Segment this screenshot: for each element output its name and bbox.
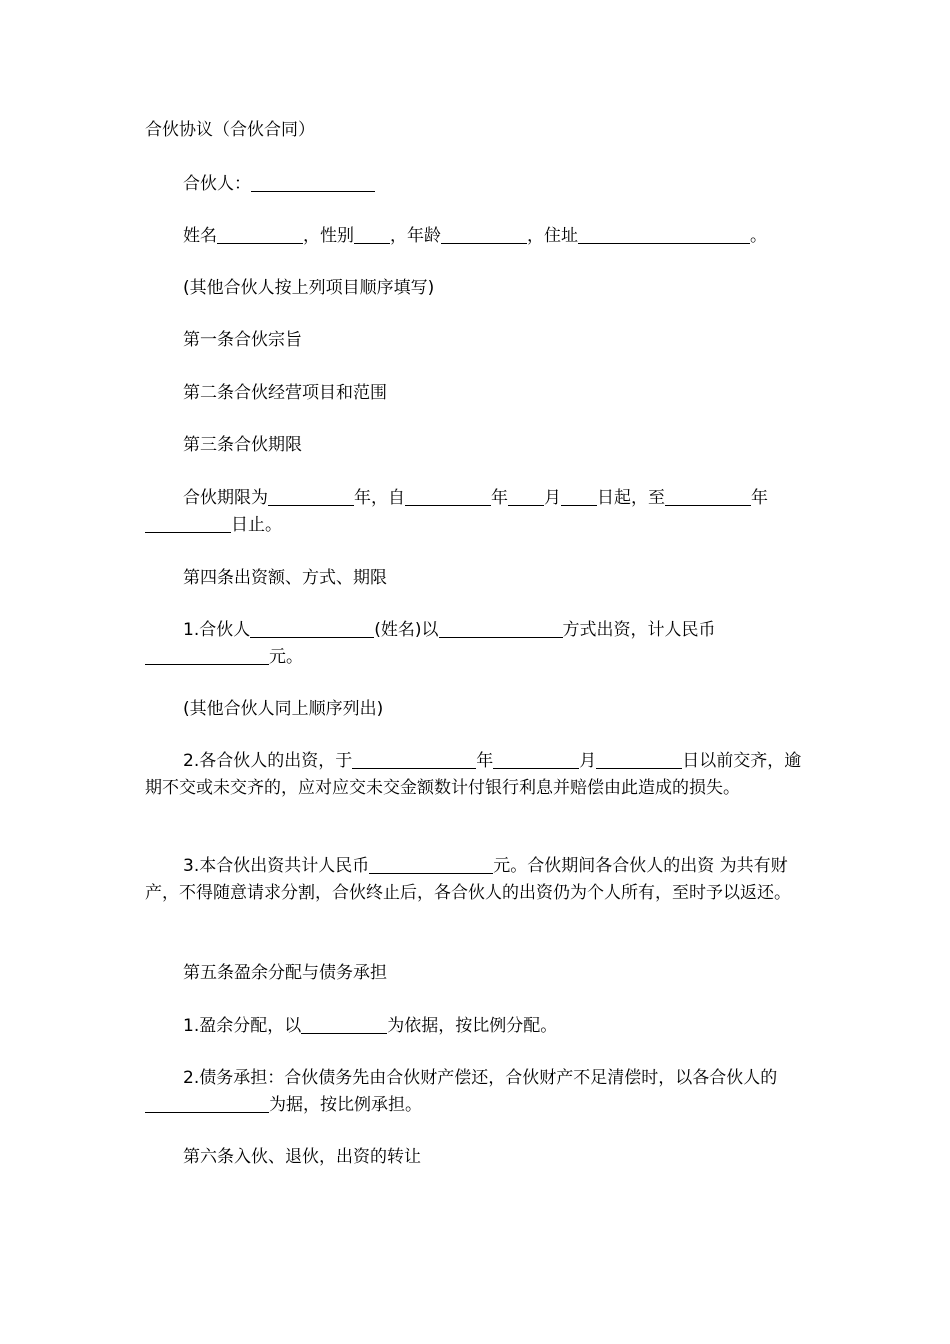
blank-end-year	[665, 487, 751, 506]
article-5-heading: 第五条盈余分配与债务承担	[183, 963, 387, 983]
article-1-heading: 第一条合伙宗旨	[183, 330, 302, 350]
blank-start-month	[508, 487, 544, 506]
blank-address	[578, 225, 750, 244]
partner-info-line: 姓名 ，性别 ，年龄 ，住址 。	[183, 226, 767, 246]
blank-contribution-method	[439, 619, 563, 638]
article-3-heading: 第三条合伙期限	[183, 435, 302, 455]
blank-start-day	[561, 487, 597, 506]
blank-due-month	[493, 750, 579, 769]
article-4-heading: 第四条出资额、方式、期限	[183, 568, 387, 588]
blank-term-years	[268, 487, 354, 506]
blank-partner	[251, 173, 375, 192]
blank-start-year	[405, 487, 491, 506]
blank-total-capital	[369, 855, 493, 874]
blank-name	[217, 225, 303, 244]
blank-age	[441, 225, 527, 244]
article-4-item-1: 1.合伙人 (姓名)以 方式出资，计人民币元。	[145, 617, 813, 671]
term-paragraph: 合伙期限为 年，自 年 月 日起，至 年日止。	[145, 485, 813, 539]
article-5-item-1: 1.盈余分配，以 为依据，按比例分配。	[183, 1016, 558, 1036]
blank-gender	[354, 225, 390, 244]
note-other-partners: (其他合伙人按上列项目顺序填写)	[183, 278, 435, 298]
blank-partner-name	[250, 619, 374, 638]
article-4-item-2: 2.各合伙人的出资，于 年 月 日以前交齐，逾期不交或未交齐的，应对应交未交金额数计付银行利息并赔偿由此造成的损失。	[145, 751, 802, 798]
blank-contribution-amount	[145, 646, 269, 665]
partner-line: 合伙人：	[145, 171, 813, 198]
article-5-item-2: 2.债务承担：合伙债务先由合伙财产偿还，合伙财产不足清偿时，以各合伙人的为据，按比例承担。	[145, 1065, 813, 1119]
blank-due-year	[352, 750, 476, 769]
document-title: 合伙协议（合伙合同）	[145, 120, 315, 140]
blank-debt-basis	[145, 1094, 269, 1113]
blank-profit-basis	[301, 1015, 387, 1034]
article-6-heading: 第六条入伙、退伙，出资的转让	[183, 1147, 421, 1167]
article-4-item-3: 3.本合伙出资共计人民币 元。合伙期间各合伙人的出资 为共有财产，不得随意请求分割，合伙终止后，各合伙人的出资仍为个人所有，至时予以返还。	[145, 856, 791, 903]
article-2-heading: 第二条合伙经营项目和范围	[183, 383, 387, 403]
note-list-others: (其他合伙人同上顺序列出)	[183, 699, 384, 719]
blank-due-day	[596, 750, 682, 769]
blank-end-day	[145, 514, 231, 533]
